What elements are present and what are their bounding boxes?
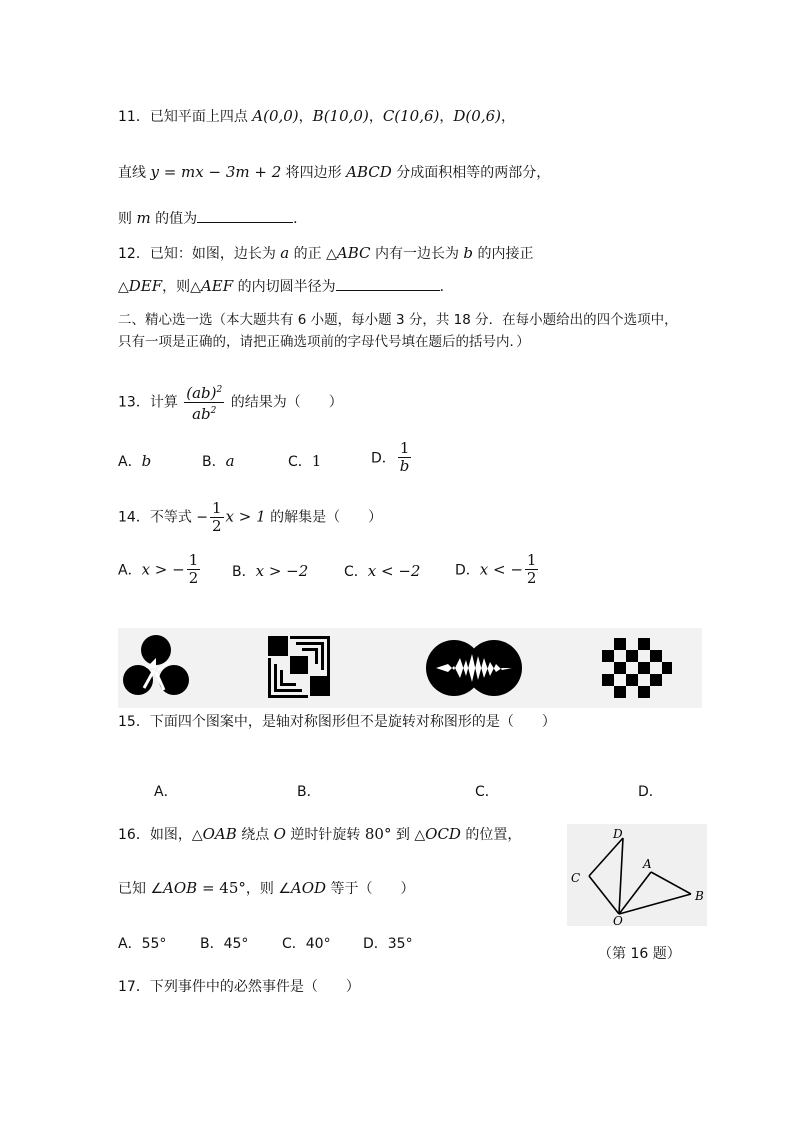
answer-blank[interactable] [197,208,293,223]
q14-text: 14．不等式 − [118,509,208,526]
q11-line3 [118,208,307,229]
q11-text: 分成面积相等的两部分， [391,165,551,181]
q16-option-a[interactable]: A．55° [118,936,167,952]
q16-text: 绕点 [236,827,274,843]
option-label: D． [455,562,480,579]
angle-aod: AOD [290,879,327,897]
frac-den: 2 [526,569,537,587]
triangle-oab: OAB [202,825,237,843]
q16-option-b[interactable]: B．45° [200,936,249,952]
var-a: a [280,244,290,262]
var-m: m [136,209,151,227]
q11-line1 [118,106,515,127]
q16-text: 16．如图，△ [118,827,203,843]
frac-den: 2 [188,569,199,587]
q11-text: 将四边形 [281,165,347,181]
q15-option-d[interactable]: D． [638,784,663,800]
line-equation: y = mx − 3m + 2 [150,163,282,181]
option-value: 1 [311,452,322,470]
option-label: C． [344,564,368,580]
q12-text: 的正 △ [289,246,337,262]
period: ． [439,279,454,295]
option-fraction [525,552,539,587]
label-d: D [613,827,623,841]
rotation-angle: 80° [364,825,392,843]
q13-option-a[interactable] [118,451,151,471]
option-value: a [225,452,235,470]
q16-figure [567,824,707,926]
option-label: C． [288,454,312,470]
frac-num: (ab) [186,384,217,402]
q13-option-b[interactable] [202,451,235,471]
triangle-aef: AEF [200,277,234,295]
separator: ， [298,109,313,125]
point-c: C(10,6) [382,107,440,125]
figure-background [567,824,707,926]
q14-fraction [210,500,224,535]
option-value: x > −2 [255,562,309,580]
q12-text: 12．已知：如图，边长为 [118,246,281,262]
label-o: O [613,914,623,926]
triangle-ocd: OCD [425,825,461,843]
q16-option-d[interactable]: D．35° [363,936,413,952]
q14-stem [118,500,382,535]
option-value: x < −2 [367,562,421,580]
frac-den: 2 [212,517,222,535]
section-heading-line1: 二、精心选一选（本大题共有 6 小题，每小题 3 分，共 18 分．在每小题给出的四个选项中， [118,312,678,328]
frac-num: 1 [212,499,222,517]
q12-text: △ [118,279,129,295]
frac-num: 1 [398,440,412,458]
answer-blank[interactable] [336,276,440,291]
q16-text: 逆时针旋转 [285,827,365,843]
option-value: x < − [479,560,523,579]
q16-text: 等于（ ） [326,881,415,897]
q12-text: 的内切圆半径为 [233,279,336,295]
exp: 2 [210,406,217,416]
q13-option-d[interactable] [371,440,413,475]
point-b: B(10,0) [312,107,369,125]
q13-option-c[interactable] [288,451,321,471]
q13-text: 13．计算 [118,394,183,411]
option-value: x > − [141,560,185,579]
frac-den: ab [192,405,211,423]
frac-num: 1 [188,551,199,569]
q16-text: 的位置， [460,827,522,843]
quadrilateral-name: ABCD [346,163,392,181]
q12-text: ，则△ [162,279,201,295]
frac-num: 1 [526,551,537,569]
q11-text: 则 [118,211,137,227]
q11-line2 [118,162,550,183]
q12-text: 内有一边长为 [370,246,464,262]
q14-option-c[interactable] [344,561,420,581]
figure-caption: （第 16 题） [598,946,681,962]
q14-option-b[interactable] [232,561,308,581]
separator: ， [368,109,383,125]
q13-text: 的结果为（ ） [226,394,343,411]
point-d: D(0,6) [453,107,501,125]
point-a: A(0,0) [252,107,299,125]
option-label: B． [232,564,256,580]
triangle-def: DEF [128,277,163,295]
option-label: A． [118,562,142,579]
q11-text: 的值为 [150,211,198,227]
q16-option-c[interactable]: C．40° [282,936,331,952]
option-label: A． [118,454,142,470]
triangle-abc: ABC [336,244,371,262]
q16-line2 [118,878,415,899]
q12-line1 [118,243,533,264]
q14-text: 的解集是（ ） [265,509,383,526]
q15-figures [118,628,702,708]
q16-text: 已知 ∠ [118,881,164,897]
section-heading-line2: 只有一项是正确的，请把正确选项前的字母代号填在题后的括号内．） [118,334,530,350]
frac-den: b [399,457,410,475]
q15-option-c[interactable]: C． [475,784,499,800]
q16-line1 [118,824,521,845]
option-value: b [141,452,152,470]
point-o: O [273,825,286,843]
option-label: B． [202,454,226,470]
q15-stem: 15．下面四个图案中，是轴对称图形但不是旋转对称图形的是（ ） [118,714,556,730]
q14-option-d[interactable] [455,552,540,587]
label-b: B [695,889,704,903]
option-fraction [187,552,201,587]
q16-text: ，则 ∠ [245,881,291,897]
angle-value: = 45° [197,879,246,897]
label-c: C [571,871,581,885]
q11-text: 直线 [118,165,151,181]
inequality: x > 1 [225,507,266,526]
label-a: A [643,857,652,871]
angle-aob: AOB [163,879,198,897]
q12-text: 的内接正 [473,246,534,262]
var-b: b [463,244,474,262]
option-label: D． [371,450,396,467]
q17-stem: 17．下列事件中的必然事件是（ ） [118,979,360,995]
q15-option-b[interactable]: B． [297,784,321,800]
period: ． [293,211,308,227]
q14-option-a[interactable] [118,552,202,587]
q16-text: 到 △ [391,827,426,843]
separator: ， [501,109,515,125]
q13-stem [118,382,343,423]
q13-fraction [184,382,224,423]
exp: 2 [216,385,223,395]
q15-option-a[interactable]: A． [154,784,178,800]
q11-text: 11．已知平面上四点 [118,109,253,125]
q12-line2 [118,276,454,297]
option-fraction [398,440,412,475]
separator: ， [439,109,454,125]
